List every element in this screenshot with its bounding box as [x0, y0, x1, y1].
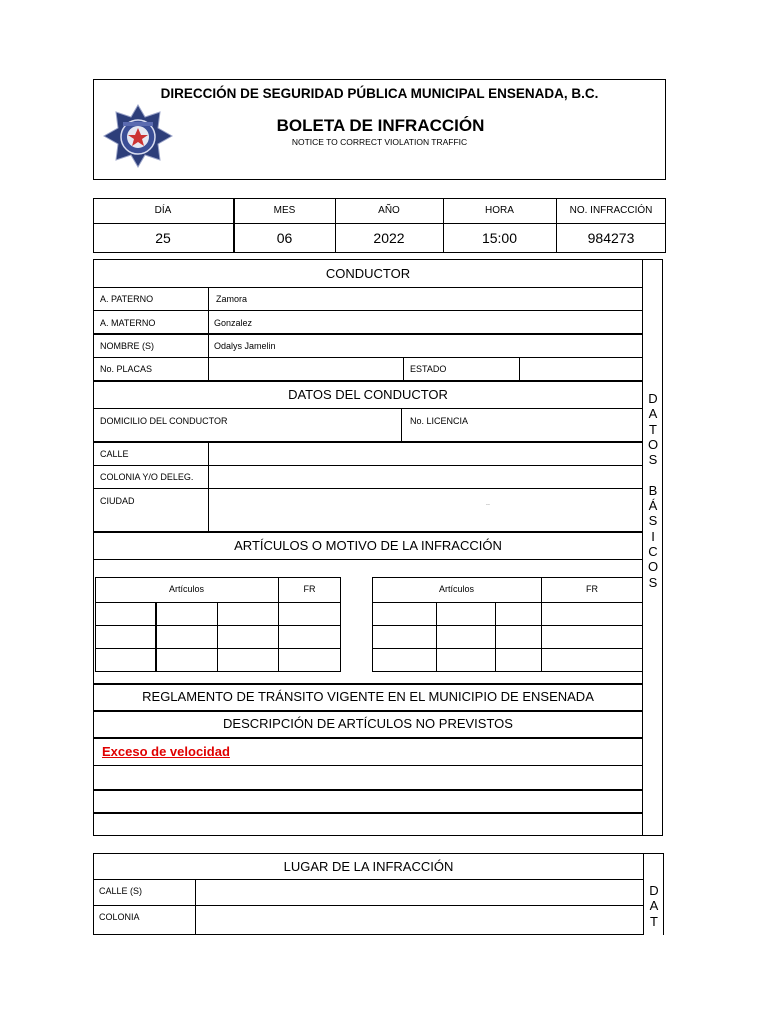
agency-name: DIRECCIÓN DE SEGURIDAD PÚBLICA MUNICIPAL ENSENADA, B.C. [160, 86, 599, 101]
materno-field[interactable]: Gonzalez [214, 318, 253, 328]
value-dia: 25 [155, 230, 171, 246]
section-lugar: LUGAR DE LA INFRACCIÓN [283, 859, 454, 874]
header-dia: DÍA [154, 205, 172, 216]
section-datos-conductor: DATOS DEL CONDUCTOR [288, 387, 448, 402]
left-fr-header: FR [303, 584, 316, 594]
right-articulos-header: Artículos [438, 584, 474, 594]
value-hora: 15:00 [481, 230, 518, 246]
paterno-label: A. PATERNO [100, 294, 154, 304]
side-label-datos-basicos: D A T O S B Á S I C O S [647, 391, 659, 590]
descripcion-line-1[interactable]: Exceso de velocidad [102, 744, 230, 759]
section-articulos: ARTÍCULOS O MOTIVO DE LA INFRACCIÓN [234, 538, 502, 553]
header-no-infraccion: NO. INFRACCIÓN [569, 205, 653, 216]
nombre-field[interactable]: Odalys Jamelin [214, 341, 276, 351]
side-label-dat: D A T [649, 883, 659, 929]
paterno-field[interactable]: Zamora [216, 294, 248, 304]
reglamento-text: REGLAMENTO DE TRÁNSITO VIGENTE EN EL MUNICIPIO DE ENSENADA [142, 689, 594, 704]
section-descripcion: DESCRIPCIÓN DE ARTÍCULOS NO PREVISTOS [223, 716, 513, 731]
estado-label: ESTADO [410, 364, 447, 374]
ciudad-label: CIUDAD [100, 496, 135, 506]
value-no-infraccion: 984273 [587, 230, 635, 246]
materno-label: A. MATERNO [100, 318, 156, 328]
placas-label: No. PLACAS [100, 364, 153, 374]
value-mes: 06 [276, 230, 293, 246]
value-ano: 2022 [373, 230, 405, 246]
nombre-label: NOMBRE (S) [100, 341, 154, 351]
licencia-label: No. LICENCIA [410, 416, 469, 426]
calle-label: CALLE [100, 449, 129, 459]
lugar-calles-label: CALLE (S) [99, 886, 143, 896]
form-title: BOLETA DE INFRACCIÓN [276, 116, 485, 135]
colonia-label: COLONIA Y/O DELEG. [100, 472, 194, 482]
header-ano: AÑO [378, 205, 400, 216]
form-subtitle: NOTICE TO CORRECT VIOLATION TRAFFIC [291, 137, 468, 147]
right-fr-header: FR [586, 584, 598, 594]
lugar-colonia-label: COLONIA [99, 912, 140, 922]
header-hora: HORA [485, 205, 514, 216]
section-conductor: CONDUCTOR [325, 266, 411, 281]
left-articulos-header: Artículos [168, 584, 204, 594]
domicilio-label: DOMICILIO DEL CONDUCTOR [100, 416, 228, 426]
police-badge-icon [103, 104, 173, 168]
header-mes: MES [273, 205, 296, 216]
ciudad-field[interactable]: .. [486, 500, 490, 507]
